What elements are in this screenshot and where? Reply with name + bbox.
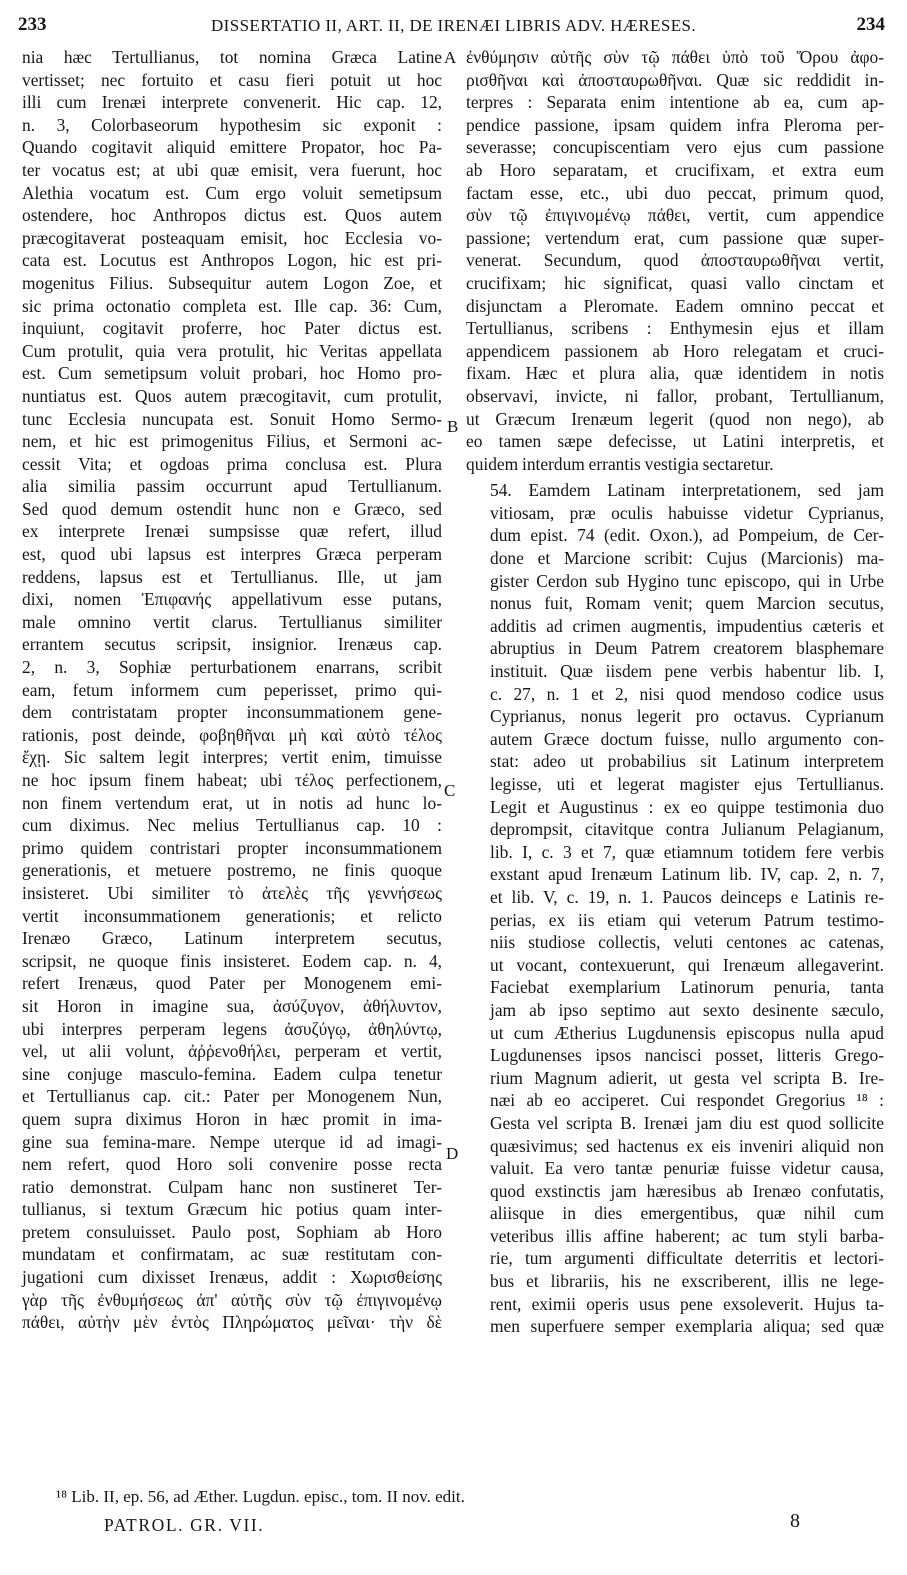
text-line: severasse; concupiscentiam vero ejus cum passione bbox=[466, 137, 884, 158]
text-line: ne hoc ipsum finem habeat; ubi τέλος perfectionem, bbox=[22, 770, 442, 790]
text-line: Cyprianus, nonus legerit pro octavus. Cyprianum bbox=[490, 706, 884, 727]
text-line: Lugdunenses ipsos nancisci posset, litteris Grego- bbox=[490, 1045, 884, 1066]
text-line: male omnino vertit clarus. Tertullianus similiter bbox=[22, 611, 442, 632]
text-line: et Tertullianus cap. cit.: Pater per Monogenem Nun, bbox=[22, 1086, 442, 1107]
footer-series: PATROL. GR. VII. bbox=[104, 1515, 265, 1535]
text-line: legisse, uti et legerat magister ejus Tertullianus. bbox=[490, 774, 884, 794]
text-line: 2, n. 3, Sophiæ perturbationem enarrans, scribit bbox=[22, 657, 442, 678]
text-line: valuit. Ea vero tantæ penuriæ fuisse videtur causa, bbox=[490, 1158, 884, 1179]
text-line: sine conjuge masculo-femina. Eadem culpa tenetur bbox=[22, 1063, 442, 1084]
text-line: cata est. Locutus est Anthropos Logon, hic est pri- bbox=[22, 250, 442, 271]
text-line: jam ab ipso septimo aut sexto desinente sæculo, bbox=[490, 999, 884, 1020]
page-number-right: 234 bbox=[856, 14, 885, 35]
text-line: Faciebat exemplarium Latinorum penuria, tanta bbox=[490, 977, 884, 998]
text-line: additis ad crimen augmentis, impudentius cæteris et bbox=[490, 615, 884, 636]
text-line: scripsit, ne quoque finis insisteret. Eodem cap. n. 4, bbox=[22, 950, 442, 971]
right-paragraph-continuation bbox=[466, 46, 884, 475]
text-line: nonus fuit, Romam venit; quem Marcion secutus, bbox=[490, 593, 884, 614]
text-line: ex interprete Irenæi sumpsisse quæ refert, illud bbox=[22, 521, 442, 542]
text-line: Irenæo Græco, Latinum interpretem secutus, bbox=[22, 928, 442, 949]
text-line: autem Græce doctum fuisse, nullo argumento con- bbox=[490, 728, 884, 749]
text-line: veteribus illis affine haberent; ac tum styli barba- bbox=[490, 1225, 884, 1246]
text-line: observavi, invicte, ni fallor, probant, Tertullianum, bbox=[466, 385, 884, 406]
text-line: aliisque in dies emergentibus, quæ nihil cum bbox=[490, 1203, 884, 1224]
margin-marker-b: B bbox=[447, 417, 459, 436]
text-line: illi cum Irenæi interprete convenerit. Hic cap. 12, bbox=[22, 92, 442, 113]
text-line: et lib. V, c. 19, n. 1. Paucos deinceps e Latinis re- bbox=[490, 886, 884, 907]
text-line: nia hæc Tertullianus, tot nomina Græca Latine bbox=[22, 47, 442, 67]
text-line: Alethia vocatum est. Cum ergo voluit semetipsum bbox=[22, 182, 442, 203]
text-line: σὺν τῷ ἐπιγινομένῳ πάθει, vertit, cum appendice bbox=[466, 205, 884, 226]
text-line: quidem interdum errantis vestigia sectaretur. bbox=[466, 453, 774, 474]
text-line: abruptius in Deum Patrem creatorem blasphemare bbox=[490, 638, 884, 659]
text-line: quod exstinctis jam hæresibus ab Irenæo confutatis, bbox=[490, 1180, 884, 1201]
text-line: eo tamen sæpe defecisse, ut Latini interpretis, et bbox=[466, 431, 884, 452]
text-line: alia similia passim occurrunt apud Tertullianum. bbox=[22, 476, 442, 497]
text-line: vertisset; nec fortuito et casu fieri potuit ut hoc bbox=[22, 69, 442, 90]
text-line: inquiunt, cogitavit proferre, hoc Pater dictus est. bbox=[22, 318, 442, 339]
text-line: rium Magnum adierit, ut gesta vel scripta B. Ire- bbox=[490, 1067, 884, 1088]
text-line: errantem secutus scripsit, insignior. Irenæus cap. bbox=[22, 634, 442, 655]
text-line: mundatam et confirmatam, ac suæ restitutam con- bbox=[22, 1244, 442, 1265]
text-line: appendicem passionem ab Horo relegatam et cruci- bbox=[466, 340, 884, 361]
text-line: Quando cogitavit aliquid emittere Propator, hoc Pa- bbox=[22, 137, 442, 158]
text-line: done et Marcione scribit: Cujus (Marcionis) ma- bbox=[490, 548, 884, 569]
text-line: ut vocant, contexuerunt, qui Irenæum allegaverint. bbox=[490, 954, 884, 975]
text-line: reddens, lapsus est et Tertullianus. Ille, ut jam bbox=[22, 566, 442, 587]
text-line: instituit. Quæ iisdem pene verbis habentur lib. I, bbox=[490, 661, 884, 682]
text-line: nuntiatus est. Quos autem præcogitavit, cum protulit, bbox=[22, 385, 442, 406]
text-line: nem, et hic est primogenitus Filius, et Sermoni ac- bbox=[22, 431, 442, 452]
text-line: rationis, post deinde, φοβηθῆναι μὴ καὶ αὐτὸ τέλος bbox=[22, 724, 442, 745]
text-line: non finem vertendum erat, ut in notis ad hunc lo- bbox=[22, 792, 442, 813]
text-line: πάθει, αὐτὴν μὲν ἐντὸς Πληρώματος μεῖναι· τὴν δὲ bbox=[22, 1312, 442, 1333]
text-line: γὰρ τῆς ἐνθυμήσεως ἀπ' αὐτῆς σὺν τῷ ἐπιγινομένῳ bbox=[22, 1289, 442, 1310]
text-line: ἐνθύμησιν αὐτῆς σὺν τῷ πάθει ὑπὸ τοῦ Ὅρου ἀφο- bbox=[466, 47, 884, 67]
text-line: gister Cerdon sub Hygino tunc episcopo, qui in Urbe bbox=[490, 570, 884, 591]
text-line: ter vocatus est; at ubi quæ emisit, vera fuerunt, hoc bbox=[22, 159, 442, 180]
text-line: vel, ut alii volunt, ἀῤῥενοθήλει, perperam et vertit, bbox=[22, 1041, 442, 1062]
margin-marker-d: D bbox=[446, 1144, 459, 1163]
margin-marker-c: C bbox=[444, 781, 456, 800]
text-line: cum diximus. Nec melius Tertullianus cap. 10 : bbox=[22, 815, 442, 836]
text-line: quem supra diximus Horon in hæc promit in ima- bbox=[22, 1108, 442, 1129]
text-line: jugationi cum dixisset Irenæus, addit : Χωρισθείσης bbox=[22, 1267, 442, 1288]
text-line: rie, tum argumenti difficultate deterritis et lectori- bbox=[490, 1248, 884, 1269]
text-line: ut cum Ætherius Lugdunensis episcopus nulla apud bbox=[490, 1022, 884, 1043]
text-line: ρισθῆναι καὶ ἀποσταυρωθῆναι. Quæ sic reddidit in- bbox=[466, 69, 884, 90]
text-line: est. Cum semetipsum voluit probari, hoc Homo pro- bbox=[22, 363, 442, 384]
text-line: Gesta vel scripta B. Irenæi jam diu est quod sollicite bbox=[490, 1112, 884, 1133]
page-number-left: 233 bbox=[18, 14, 47, 35]
text-line: primo quidem contristari propter inconsummationem bbox=[22, 837, 442, 858]
text-line: cessit Vita; et ogdoas prima conclusa est. Plura bbox=[22, 453, 442, 474]
text-line: 54. Eamdem Latinam interpretationem, sed jam bbox=[490, 480, 884, 501]
text-line: Tertullianus, scribens : Enthymesin ejus et illam bbox=[466, 318, 884, 339]
text-line: c. 27, n. 1 et 2, nisi quod mendoso codice usus bbox=[490, 683, 884, 704]
right-paragraph-54 bbox=[466, 479, 884, 1338]
text-line: generationis, et metuere postremo, ne finis quoque bbox=[22, 860, 442, 881]
text-line: mogenitus Filius. Subsequitur autem Logon Zoe, et bbox=[22, 272, 442, 293]
text-line: fixam. Hæc et plura alia, quæ identidem in notis bbox=[466, 363, 884, 384]
text-line: næi ab eo acciperet. Cui respondet Gregorius ¹⁸ : bbox=[490, 1090, 884, 1111]
footer-signature: 8 bbox=[790, 1510, 800, 1532]
text-line: sic prima octonatio completa est. Ille cap. 36: Cum, bbox=[22, 295, 442, 316]
text-line: pendice passione, ipsam quidem infra Pleroma per- bbox=[466, 114, 884, 135]
text-line: stat: adeo ut probabilius sit Latinum interpretem bbox=[490, 751, 884, 772]
text-line: Legit et Augustinus : ex eo quippe testimonia duo bbox=[490, 796, 884, 817]
text-line: tunc Ecclesia nuncupata est. Sonuit Homo Sermo- bbox=[22, 408, 442, 429]
text-line: disjunctam a Pleromate. Eadem omnino peccat et bbox=[466, 295, 884, 316]
text-line: n. 3, Colorbaseorum hypothesim sic exponit : bbox=[22, 114, 442, 135]
text-line: est, quod ubi lapsus est interpres Græca perperam bbox=[22, 544, 442, 565]
left-column bbox=[22, 46, 442, 1334]
text-line: pretem consuluisset. Paulo post, Sophiam ab Horo bbox=[22, 1221, 442, 1242]
text-line: niis studiose collectis, veluti centones ac catenas, bbox=[490, 932, 884, 953]
text-line: venerat. Secundum, quod ἀποσταυρωθῆναι vertit, bbox=[466, 250, 884, 271]
text-line: dixi, nomen Ἐπιφανής appellativum esse putans, bbox=[22, 589, 442, 610]
text-line: gine sua femina-mare. Nempe uterque id ad imagi- bbox=[22, 1131, 442, 1152]
text-line: ἔχῃ. Sic saltem legit interpres; vertit enim, timuisse bbox=[22, 747, 442, 768]
text-line: insisteret. Ubi similiter τὸ ἀτελὲς τῆς γεννήσεως bbox=[22, 882, 442, 903]
text-line: bus et librariis, his ne exscriberent, illis ne legе- bbox=[490, 1271, 884, 1292]
text-line: dum epist. 74 (edit. Oxon.), ad Pompeium, de Cer- bbox=[490, 525, 884, 546]
text-line: perias, ex iis etiam qui veterum Patrum testimo- bbox=[490, 909, 884, 930]
text-line: deprompsit, citavitque contra Julianum Pelagianum, bbox=[490, 819, 884, 840]
text-line: dem contristatam propter inconsummationem gene- bbox=[22, 702, 442, 723]
text-line: men superfuere semper exemplaria aliqua; sed quæ bbox=[490, 1316, 884, 1337]
text-line: ratio demonstrat. Culpam hanc non sustineret Ter- bbox=[22, 1176, 442, 1197]
running-title: DISSERTATIO II, ART. II, DE IRENÆI LIBRIS ADV. HÆRESES. bbox=[210, 16, 696, 35]
right-column bbox=[466, 46, 884, 1338]
text-line: rent, eximii operis usus pene exsoleverit. Hujus ta- bbox=[490, 1293, 884, 1314]
text-line: ab Horo separatam, et crucifixam, et extra eum bbox=[466, 159, 884, 180]
text-line: exstant apud Irenæum Latinum lib. IV, cap. 2, n. 7, bbox=[490, 864, 884, 885]
page-header bbox=[0, 14, 907, 42]
footnote: ¹⁸ Lib. II, ep. 56, ad Æther. Lugdun. episc., tom. II nov. edit. bbox=[56, 1487, 465, 1506]
text-line: vitiosam, præ oculis habuisse videtur Cyprianus, bbox=[490, 502, 884, 523]
text-line: factam esse, etc., ubi duo peccat, primum quod, bbox=[466, 182, 884, 203]
text-line: tullianus, si textum Græcum hic potius quam inter- bbox=[22, 1199, 442, 1220]
text-line: lib. I, c. 3 et 7, quæ etiamnum totidem fere verbis bbox=[490, 841, 884, 862]
text-line: sit Horon in imagine sua, ἀσύζυγον, ἀθήλυντον, bbox=[22, 995, 442, 1016]
text-line: refert Irenæus, quod Pater per Monogenem emi- bbox=[22, 973, 442, 994]
text-line: crucifixam; hic significat, quasi vallo cinctam et bbox=[466, 272, 884, 293]
text-line: ubi interpres perperam legens ἀσυζύγῳ, ἀθηλύντῳ, bbox=[22, 1018, 442, 1039]
text-line: vertit inconsummationem generationis; et relicto bbox=[22, 905, 442, 926]
text-line: nem refert, quod Horo soli convenire posse recta bbox=[22, 1154, 442, 1175]
text-line: terpres : Separata enim intentione ab ea, cum ap- bbox=[466, 92, 884, 113]
text-line: Cum protulit, quia vera protulit, hic Veritas appellata bbox=[22, 340, 442, 361]
text-line: Sed quod demum ostendit hunc non e Græco, sed bbox=[22, 498, 442, 519]
text-line: præcogitaverat posteaquam emisit, hoc Ecclesia vo- bbox=[22, 227, 442, 248]
text-line: ostendere, hoc Anthropos dictus est. Quos autem bbox=[22, 205, 442, 226]
margin-marker-a: A bbox=[444, 48, 457, 67]
left-paragraph bbox=[22, 46, 442, 1334]
text-line: ut Græcum Irenæum legerit (quod non nego), ab bbox=[466, 408, 884, 429]
text-line: quæsivimus; sed hactenus ex eis inveniri aliquid non bbox=[490, 1135, 884, 1156]
text-line: passione; vertendum erat, cum passione quæ super- bbox=[466, 227, 884, 248]
text-line: eam, fetum informem cum peperisset, primo qui- bbox=[22, 679, 442, 700]
